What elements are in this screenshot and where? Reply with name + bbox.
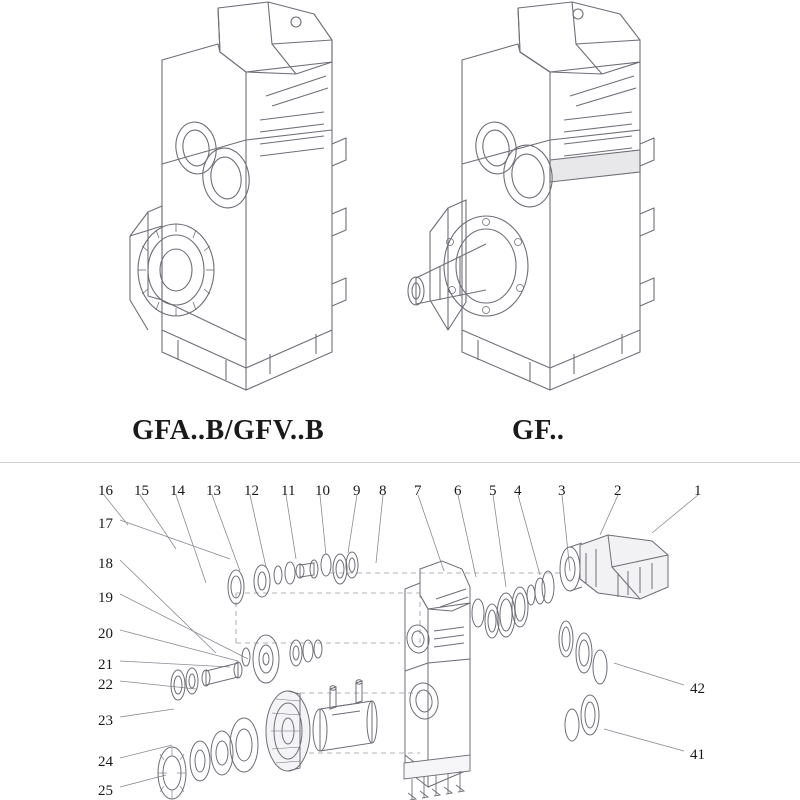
callout-4: 4 [514,483,522,499]
callout-13: 13 [206,483,221,499]
callout-18: 18 [98,556,113,572]
callout-5: 5 [489,483,497,499]
callout-8: 8 [379,483,387,499]
gearbox-drawing-left [100,0,400,400]
callout-7: 7 [414,483,422,499]
exploded-view [0,463,800,800]
callout-22: 22 [98,677,113,693]
callout-21: 21 [98,657,113,673]
callout-12: 12 [244,483,259,499]
callout-19: 19 [98,590,113,606]
callout-16: 16 [98,483,113,499]
callout-41: 41 [690,747,705,763]
callout-14: 14 [170,483,185,499]
callout-24: 24 [98,754,113,770]
callout-2: 2 [614,483,622,499]
callout-25: 25 [98,783,113,799]
callout-9: 9 [353,483,361,499]
exploded-view-graphic [0,463,800,800]
callout-3: 3 [558,483,566,499]
callout-23: 23 [98,713,113,729]
caption-gfa-b-gfv-b: GFA..B/GFV..B [132,415,325,446]
callout-17: 17 [98,516,113,532]
callout-1: 1 [694,483,702,499]
callout-11: 11 [281,483,296,499]
callout-6: 6 [454,483,462,499]
callout-42: 42 [690,681,705,697]
gearbox-drawing-right [400,0,720,400]
caption-gf: GF.. [512,415,565,446]
callout-10: 10 [315,483,330,499]
callout-15: 15 [134,483,149,499]
callout-20: 20 [98,626,113,642]
